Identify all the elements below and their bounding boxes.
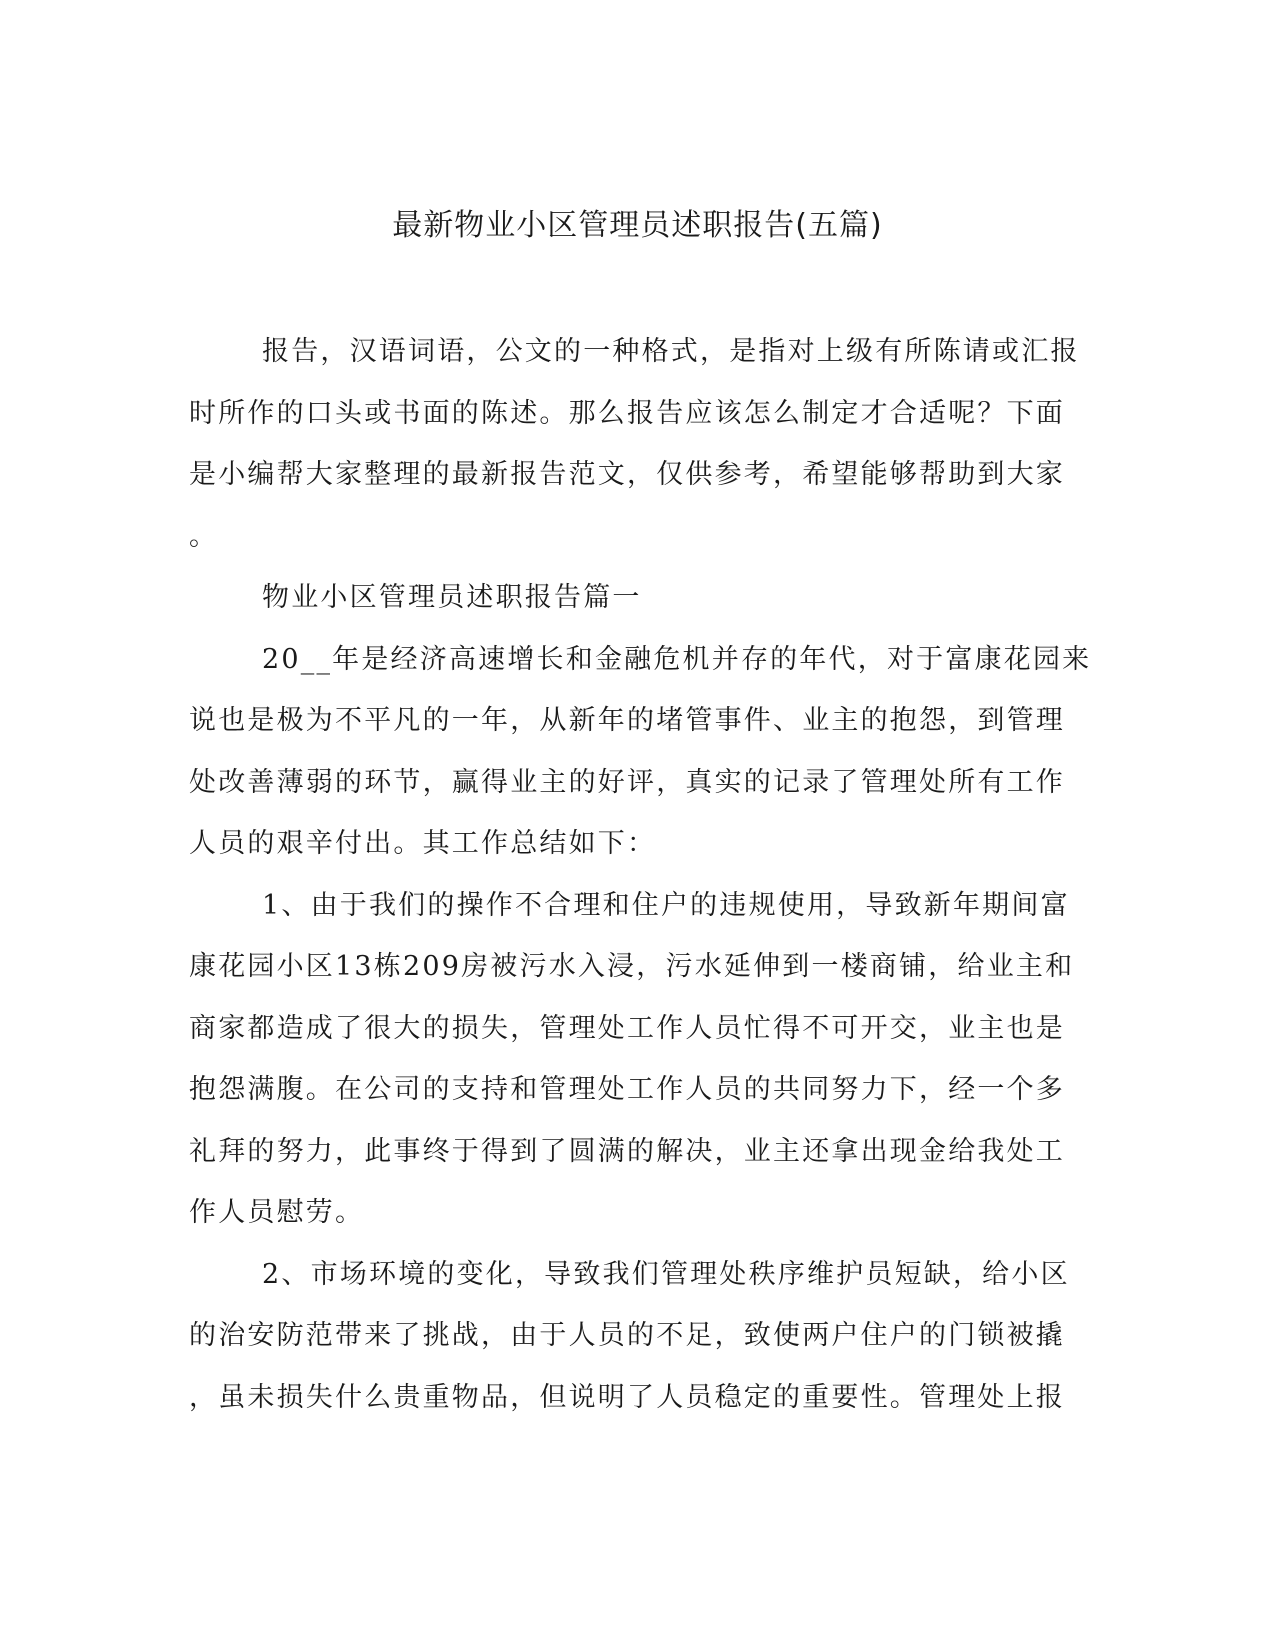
text-line: 人员的艰辛付出。其工作总结如下： [189, 828, 657, 859]
text-line: 是小编帮大家整理的最新报告范文，仅供参考，希望能够帮助到大家 [189, 459, 1065, 490]
text-line: 礼拜的努力，此事终于得到了圆满的解决，业主还拿出现金给我处工 [189, 1135, 1065, 1167]
text-line: 商家都造成了很大的损失，管理处工作人员忙得不可开交，业主也是 [189, 1012, 1065, 1044]
text-line: 2、市场环境的变化，导致我们管理处秩序维护员短缺，给小区 [262, 1258, 1070, 1290]
text-line: 作人员慰劳。 [189, 1197, 365, 1228]
text-line: 康花园小区13栋209房被污水入浸，污水延伸到一楼商铺，给业主和 [189, 951, 1075, 982]
text-line: ，虽未损失什么贵重物品，但说明了人员稳定的重要性。管理处上报 [189, 1381, 1065, 1413]
text-line: 时所作的口头或书面的陈述。那么报告应该怎么制定才合适呢？下面 [189, 397, 1065, 429]
text-line: 报告，汉语词语，公文的一种格式，是指对上级有所陈请或汇报 [262, 336, 1080, 367]
text-line: 说也是极为不平凡的一年，从新年的堵管事件、业主的抱怨，到管理 [189, 705, 1065, 736]
text-line: 的治安防范带来了挑战，由于人员的不足，致使两户住户的门锁被撬 [189, 1320, 1065, 1351]
text-line: 。 [189, 520, 219, 552]
text-line: 20__年是经济高速增长和金融危机并存的年代，对于富康花园来 [262, 643, 1092, 675]
text-line: 处改善薄弱的环节，赢得业主的好评，真实的记录了管理处所有工作 [189, 766, 1065, 798]
document-title: 最新物业小区管理员述职报告(五篇) [392, 208, 883, 243]
text-line: 1、由于我们的操作不合理和住户的违规使用，导致新年期间富 [262, 889, 1070, 921]
text-line: 物业小区管理员述职报告篇一 [262, 582, 642, 613]
text-line: 抱怨满腹。在公司的支持和管理处工作人员的共同努力下，经一个多 [189, 1074, 1065, 1105]
document-body [189, 326, 1092, 1433]
